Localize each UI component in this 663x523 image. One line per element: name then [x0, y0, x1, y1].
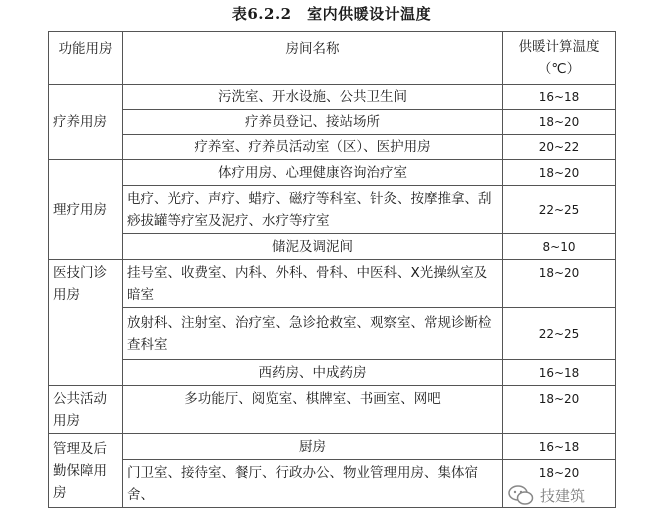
temp-cell: 16~18 [503, 85, 616, 110]
temp-cell: 18~20 [503, 110, 616, 135]
room-cell: 疗养员登记、接站场所 [123, 110, 503, 135]
temp-cell: 18~20 [503, 386, 616, 434]
room-cell: 储泥及调泥间 [123, 234, 503, 260]
room-cell: 多功能厅、阅览室、棋牌室、书画室、网吧 [123, 386, 503, 434]
header-temp: 供暖计算温度（℃） [503, 32, 616, 85]
table-row [49, 135, 616, 160]
wechat-icon [508, 484, 534, 506]
temp-cell: 18~20 [503, 460, 616, 508]
temp-cell: 20~22 [503, 135, 616, 160]
category-cell: 公共活动用房 [49, 386, 123, 434]
temp-cell: 16~18 [503, 360, 616, 386]
temp-cell: 8~10 [503, 234, 616, 260]
watermark [508, 480, 618, 510]
room-cell: 门卫室、接待室、餐厅、行政办公、物业管理用房、集体宿舍、 [123, 460, 503, 508]
table-row [49, 308, 616, 360]
table-title: 表6.2.2 室内供暖设计温度 [231, 5, 432, 23]
temp-cell: 22~25 [503, 308, 616, 360]
room-cell: 污洗室、开水设施、公共卫生间 [123, 85, 503, 110]
category-cell: 理疗用房 [49, 160, 123, 260]
watermark-text: 技建筑 [540, 486, 586, 505]
table-row [49, 85, 616, 110]
room-cell: 西药房、中成药房 [123, 360, 503, 386]
table-row [49, 386, 616, 434]
room-cell: 体疗用房、心理健康咨询治疗室 [123, 160, 503, 186]
temp-cell: 18~20 [503, 260, 616, 308]
table-row [49, 234, 616, 260]
table-row [49, 186, 616, 234]
header-room: 房间名称 [123, 32, 503, 85]
table-row [49, 360, 616, 386]
category-cell: 疗养用房 [49, 85, 123, 160]
table-row [49, 260, 616, 308]
header-category: 功能用房 [49, 32, 123, 85]
temp-cell: 22~25 [503, 186, 616, 234]
header-row [49, 32, 616, 85]
heating-temperature-table [48, 31, 616, 508]
room-cell: 放射科、注射室、治疗室、急诊抢救室、观察室、常规诊断检查科室 [123, 308, 503, 360]
room-cell: 厨房 [123, 434, 503, 460]
room-cell: 电疗、光疗、声疗、蜡疗、磁疗等科室、针灸、按摩推拿、刮痧拔罐等疗室及泥疗、水疗等疗室 [123, 186, 503, 234]
room-cell: 挂号室、收费室、内科、外科、骨科、中医科、X光操纵室及暗室 [123, 260, 503, 308]
table-row [49, 160, 616, 186]
room-cell: 疗养室、疗养员活动室（区）、医护用房 [123, 135, 503, 160]
table-row [49, 110, 616, 135]
table-row [49, 434, 616, 460]
temp-cell: 18~20 [503, 160, 616, 186]
category-cell: 医技门诊用房 [49, 260, 123, 386]
temp-cell: 16~18 [503, 434, 616, 460]
category-cell: 管理及后勤保障用房 [49, 434, 123, 508]
